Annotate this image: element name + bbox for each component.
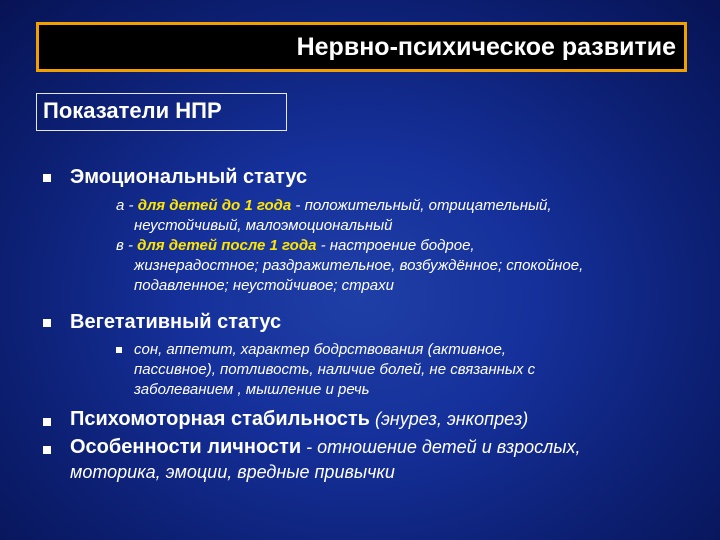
- item-personality-features: Особенности личности - отношение детей и взрослых,: [70, 436, 581, 458]
- subtitle-box: [36, 93, 287, 131]
- item-personality-continuation: моторика, эмоции, вредные привычки: [70, 462, 395, 482]
- title-inner: [39, 25, 684, 69]
- emotional-line-a: а - для детей до 1 года - положительный, отрицательный, неустойчивый, малоэмоциональный: [116, 197, 552, 234]
- slide-title: Нервно-психическое развитие: [296, 33, 676, 61]
- item-vegetative-status: Вегетативный статус: [70, 311, 282, 333]
- square-bullet-icon: [43, 174, 51, 182]
- highlight-under-1: для детей до 1 года: [137, 197, 292, 214]
- square-bullet-icon: [43, 319, 51, 327]
- item-psychomotor-stability: Психомоторная стабильность (энурез, энкопрез): [70, 408, 529, 430]
- slide-subtitle: Показатели НПР: [43, 98, 222, 123]
- square-bullet-icon: [43, 446, 51, 454]
- title-bar: [36, 22, 687, 72]
- item-emotional-status: Эмоциональный статус: [70, 166, 308, 188]
- highlight-over-1: для детей после 1 года: [137, 237, 317, 254]
- square-bullet-icon: [116, 347, 122, 353]
- emotional-line-b: в - для детей после 1 года - настроение бодрое, жизнерадостное; раздражительное, возбуждённое; спокойное, подавленное; неустойчивое; страхи: [116, 237, 584, 294]
- square-bullet-icon: [43, 418, 51, 426]
- vegetative-details: сон, аппетит, характер бодрствования (активное, пассивное), потливость, наличие болей, не связанных с заболеванием , мышление и речь: [134, 341, 536, 398]
- emotional-details: [116, 196, 583, 296]
